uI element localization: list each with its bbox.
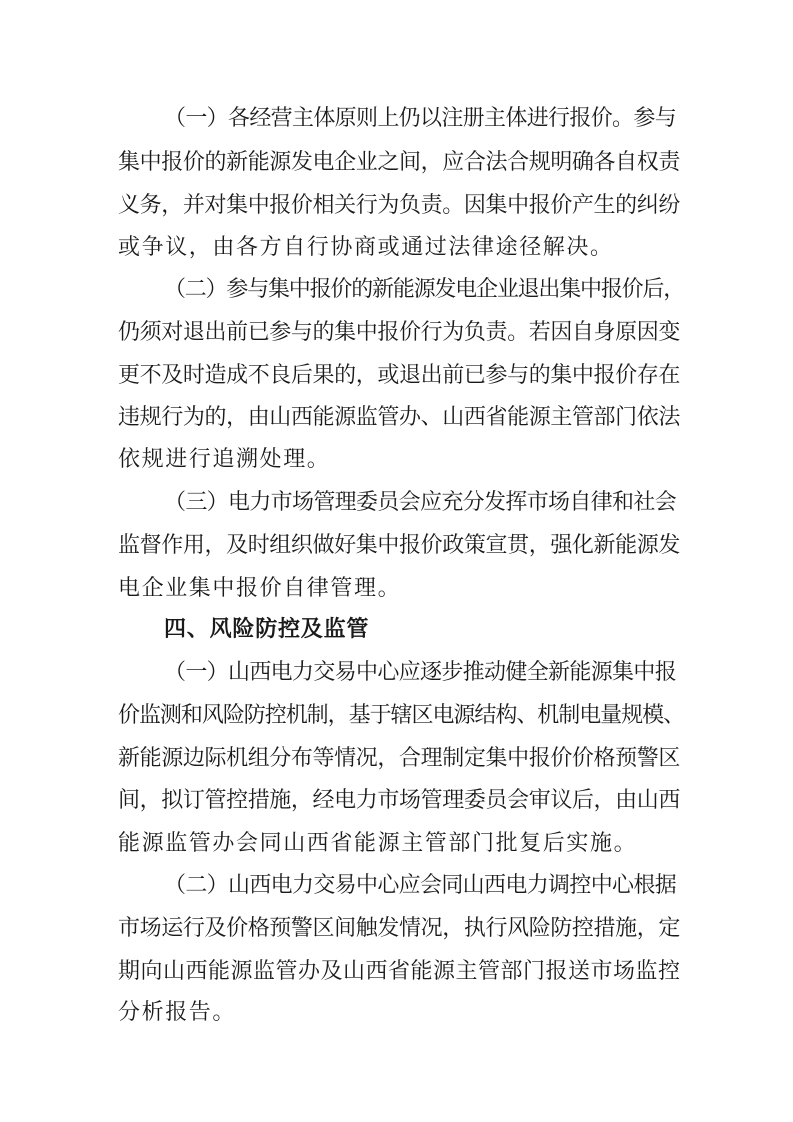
- paragraph-line: [0, 952, 793, 992]
- paragraph-text: 市场运行及价格预警区间触发情况，执行风险防控措施，定: [118, 916, 680, 941]
- paragraph-text: 电企业集中报价自律管理。: [118, 576, 402, 601]
- paragraph-text: 仍须对退出前已参与的集中报价行为负责。若因自身原因变: [118, 320, 680, 345]
- paragraph-text: （三）电力市场管理委员会应充分发挥市场自律和社会: [164, 490, 676, 515]
- paragraph-line: [0, 739, 793, 779]
- paragraph-line: [0, 866, 793, 906]
- paragraph-line: [0, 356, 793, 396]
- paragraph-text: （一）山西电力交易中心应逐步推动健全新能源集中报: [164, 660, 676, 685]
- paragraph-text: 集中报价的新能源发电企业之间，应合法合规明确各自权责: [118, 150, 680, 175]
- paragraph-line: [0, 228, 793, 268]
- paragraph-text: 期向山西能源监管办及山西省能源主管部门报送市场监控: [118, 959, 680, 984]
- paragraph-text: 间，拟订管控措施，经电力市场管理委员会审议后，由山西: [118, 788, 680, 813]
- paragraph-text: 义务，并对集中报价相关行为负责。因集中报价产生的纠纷: [118, 193, 680, 218]
- paragraph-line: [0, 440, 793, 480]
- section-heading: [0, 610, 793, 650]
- paragraph-text: 能源监管办会同山西省能源主管部门批复后实施。: [118, 831, 638, 856]
- paragraph-text: 新能源边际机组分布等情况，合理制定集中报价价格预警区: [118, 746, 680, 771]
- paragraph-text: （二）参与集中报价的新能源发电企业退出集中报价后，: [164, 277, 684, 302]
- paragraph-text: 分析报告。: [118, 1000, 237, 1025]
- paragraph-line: [0, 696, 793, 736]
- paragraph-line: [0, 313, 793, 353]
- paragraph-line: [0, 569, 793, 609]
- paragraph-line: [0, 781, 793, 821]
- paragraph-line: [0, 99, 793, 139]
- paragraph-text: 更不及时造成不良后果的，或退出前已参与的集中报价存在: [118, 363, 680, 388]
- paragraph-text: 依规进行追溯处理。: [118, 447, 331, 472]
- paragraph-text: （一）各经营主体原则上仍以注册主体进行报价。参与: [164, 106, 676, 131]
- paragraph-line: [0, 270, 793, 310]
- paragraph-text: （二）山西电力交易中心应会同山西电力调控中心根据: [164, 873, 676, 898]
- paragraph-line: [0, 526, 793, 566]
- paragraph-line: [0, 186, 793, 226]
- section-heading-text: 四、风险防控及监管: [164, 617, 370, 642]
- paragraph-text: 监督作用，及时组织做好集中报价政策宣贯，强化新能源发: [118, 533, 680, 558]
- paragraph-line: [0, 483, 793, 523]
- paragraph-text: 或争议，由各方自行协商或通过法律途径解决。: [118, 235, 614, 260]
- paragraph-text: 违规行为的，由山西能源监管办、山西省能源主管部门依法: [118, 405, 680, 430]
- paragraph-line: [0, 143, 793, 183]
- paragraph-line: [0, 824, 793, 864]
- paragraph-line: [0, 653, 793, 693]
- paragraph-line: [0, 398, 793, 438]
- paragraph-text: 价监测和风险防控机制，基于辖区电源结构、机制电量规模、: [118, 703, 684, 728]
- paragraph-line: [0, 909, 793, 949]
- paragraph-line: [0, 993, 793, 1033]
